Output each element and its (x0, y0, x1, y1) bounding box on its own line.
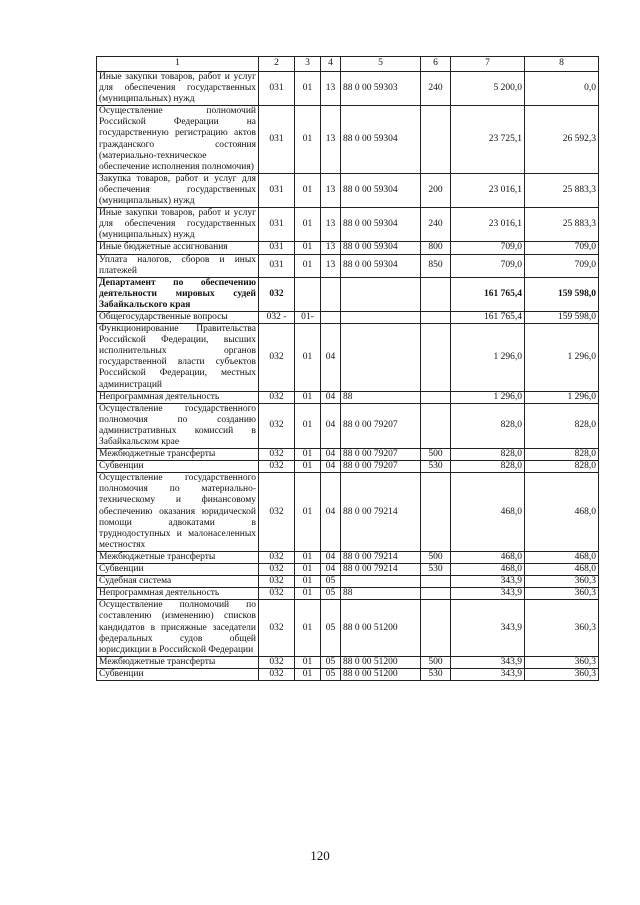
page-number: 120 (310, 848, 330, 863)
target-article-code: 88 0 00 79214 (341, 564, 421, 576)
expense-type-code: 240 (421, 72, 451, 106)
table-row (97, 461, 599, 473)
target-article-code: 88 0 00 79214 (341, 473, 421, 552)
row-name: Осуществление государственного полномочия по материально-техническому и финансовому обеспечению оказания юридической помощи адвокатами в труднодоступных и малонаселенных местностях (97, 473, 259, 552)
subsection-code: 13 (321, 72, 341, 106)
subsection-code: 05 (321, 656, 341, 668)
admin-code: 032 (259, 600, 295, 656)
expense-type-code: 500 (421, 656, 451, 668)
admin-code: 031 (259, 106, 295, 174)
expense-type-code: 530 (421, 564, 451, 576)
column-header: 4 (321, 57, 341, 72)
row-name: Межбюджетные трансферты (97, 656, 259, 668)
section-code: 01 (295, 254, 321, 277)
amount-year-2: 25 883,3 (525, 173, 599, 207)
section-code: 01 (295, 551, 321, 563)
target-article-code: 88 (341, 391, 421, 403)
amount-year-1: 468,0 (451, 473, 525, 552)
section-code: 01 (295, 403, 321, 448)
amount-year-1: 343,9 (451, 576, 525, 588)
table-row (97, 656, 599, 668)
subsection-code: 04 (321, 461, 341, 473)
admin-code: 032 (259, 576, 295, 588)
target-article-code: 88 (341, 588, 421, 600)
subsection-code: 13 (321, 242, 341, 254)
admin-code: 032 (259, 461, 295, 473)
subsection-code (321, 311, 341, 323)
expense-type-code: 500 (421, 449, 451, 461)
amount-year-1: 5 200,0 (451, 72, 525, 106)
row-name: Иные закупки товаров, работ и услуг для обеспечения государственных (муниципальных) нужд (97, 72, 259, 106)
row-name: Функционирование Правительства Российской Федерации, высших исполнительных органов государственной власти субъектов Российской Федерации, местных администраций (97, 324, 259, 392)
section-code: 01 (295, 600, 321, 656)
amount-year-1: 828,0 (451, 461, 525, 473)
subsection-code: 04 (321, 551, 341, 563)
column-header: 1 (97, 57, 259, 72)
target-article-code: 88 0 00 59303 (341, 72, 421, 106)
table-row (97, 551, 599, 563)
table-row (97, 242, 599, 254)
expense-type-code (421, 106, 451, 174)
target-article-code (341, 311, 421, 323)
target-article-code: 88 0 00 79207 (341, 403, 421, 448)
amount-year-2: 468,0 (525, 551, 599, 563)
expense-type-code (421, 576, 451, 588)
column-header: 7 (451, 57, 525, 72)
section-code: 01 (295, 72, 321, 106)
budget-table (96, 56, 599, 681)
amount-year-2: 828,0 (525, 461, 599, 473)
table-row (97, 600, 599, 656)
table-row (97, 208, 599, 242)
amount-year-1: 709,0 (451, 242, 525, 254)
target-article-code: 88 0 00 59304 (341, 208, 421, 242)
subsection-code: 04 (321, 564, 341, 576)
subsection-code: 04 (321, 473, 341, 552)
expense-type-code (421, 391, 451, 403)
section-code: 01 (295, 473, 321, 552)
expense-type-code (421, 600, 451, 656)
row-name: Субвенции (97, 461, 259, 473)
amount-year-2: 159 598,0 (525, 311, 599, 323)
amount-year-2: 360,3 (525, 588, 599, 600)
subsection-code: 04 (321, 324, 341, 392)
section-code: 01 (295, 173, 321, 207)
admin-code: 031 (259, 254, 295, 277)
amount-year-2: 468,0 (525, 473, 599, 552)
section-code: 01 (295, 208, 321, 242)
admin-code: 032 (259, 324, 295, 392)
target-article-code: 88 0 00 59304 (341, 242, 421, 254)
table-row (97, 72, 599, 106)
admin-code: 032 (259, 277, 295, 311)
amount-year-1: 343,9 (451, 668, 525, 680)
admin-code: 032 (259, 588, 295, 600)
amount-year-1: 343,9 (451, 656, 525, 668)
subsection-code: 04 (321, 391, 341, 403)
expense-type-code (421, 311, 451, 323)
amount-year-1: 23 725,1 (451, 106, 525, 174)
row-name: Судебная система (97, 576, 259, 588)
table-row (97, 403, 599, 448)
amount-year-1: 1 296,0 (451, 391, 525, 403)
amount-year-1: 23 016,1 (451, 173, 525, 207)
section-code: 01 (295, 391, 321, 403)
amount-year-1: 161 765,4 (451, 277, 525, 311)
column-header: 5 (341, 57, 421, 72)
section-code: 01 (295, 461, 321, 473)
amount-year-2: 360,3 (525, 600, 599, 656)
target-article-code: 88 0 00 79207 (341, 449, 421, 461)
amount-year-1: 23 016,1 (451, 208, 525, 242)
admin-code: 032 (259, 391, 295, 403)
subsection-code: 13 (321, 173, 341, 207)
table-row (97, 668, 599, 680)
subsection-code (321, 277, 341, 311)
target-article-code: 88 0 00 79207 (341, 461, 421, 473)
section-code: 01 (295, 668, 321, 680)
subsection-code: 05 (321, 600, 341, 656)
section-code: 01 (295, 576, 321, 588)
expense-type-code (421, 473, 451, 552)
table-row (97, 106, 599, 174)
table-row (97, 277, 599, 311)
table-row (97, 173, 599, 207)
target-article-code (341, 324, 421, 392)
column-header: 6 (421, 57, 451, 72)
expense-type-code (421, 277, 451, 311)
admin-code: 032 (259, 564, 295, 576)
amount-year-2: 360,3 (525, 656, 599, 668)
admin-code: 032 - (259, 311, 295, 323)
amount-year-2: 709,0 (525, 242, 599, 254)
admin-code: 032 (259, 403, 295, 448)
section-code: 01 (295, 449, 321, 461)
amount-year-2: 26 592,3 (525, 106, 599, 174)
subsection-code: 05 (321, 576, 341, 588)
section-code: 01 (295, 656, 321, 668)
amount-year-2: 159 598,0 (525, 277, 599, 311)
target-article-code: 88 0 00 59304 (341, 173, 421, 207)
target-article-code: 88 0 00 79214 (341, 551, 421, 563)
amount-year-1: 1 296,0 (451, 324, 525, 392)
row-name: Непрограммная деятельность (97, 391, 259, 403)
section-code: 01 (295, 564, 321, 576)
target-article-code (341, 576, 421, 588)
amount-year-2: 828,0 (525, 449, 599, 461)
row-name: Закупка товаров, работ и услуг для обеспечения государственных (муниципальных) нужд (97, 173, 259, 207)
target-article-code: 88 0 00 51200 (341, 668, 421, 680)
amount-year-1: 828,0 (451, 449, 525, 461)
amount-year-2: 25 883,3 (525, 208, 599, 242)
row-name: Иные бюджетные ассигнования (97, 242, 259, 254)
table-row (97, 473, 599, 552)
admin-code: 031 (259, 242, 295, 254)
section-code: 01 (295, 588, 321, 600)
amount-year-1: 468,0 (451, 551, 525, 563)
admin-code: 031 (259, 173, 295, 207)
amount-year-1: 343,9 (451, 588, 525, 600)
admin-code: 032 (259, 449, 295, 461)
expense-type-code: 200 (421, 173, 451, 207)
table-row (97, 391, 599, 403)
table-row (97, 588, 599, 600)
amount-year-2: 828,0 (525, 403, 599, 448)
section-code: 01 (295, 106, 321, 174)
expense-type-code (421, 324, 451, 392)
column-header: 3 (295, 57, 321, 72)
row-name: Иные закупки товаров, работ и услуг для обеспечения государственных (муниципальных) нужд (97, 208, 259, 242)
amount-year-2: 1 296,0 (525, 391, 599, 403)
target-article-code: 88 0 00 51200 (341, 656, 421, 668)
admin-code: 031 (259, 72, 295, 106)
subsection-code: 13 (321, 106, 341, 174)
target-article-code: 88 0 00 59304 (341, 254, 421, 277)
subsection-code: 04 (321, 449, 341, 461)
amount-year-2: 709,0 (525, 254, 599, 277)
row-name: Межбюджетные трансферты (97, 449, 259, 461)
expense-type-code (421, 588, 451, 600)
subsection-code: 05 (321, 588, 341, 600)
admin-code: 032 (259, 656, 295, 668)
amount-year-1: 468,0 (451, 564, 525, 576)
expense-type-code: 500 (421, 551, 451, 563)
column-header: 8 (525, 57, 599, 72)
admin-code: 032 (259, 551, 295, 563)
expense-type-code: 240 (421, 208, 451, 242)
table-row (97, 449, 599, 461)
row-name: Межбюджетные трансферты (97, 551, 259, 563)
table-row (97, 324, 599, 392)
expense-type-code: 800 (421, 242, 451, 254)
expense-type-code (421, 403, 451, 448)
amount-year-1: 161 765,4 (451, 311, 525, 323)
table-row (97, 311, 599, 323)
subsection-code: 13 (321, 254, 341, 277)
row-name: Осуществление полномочий по составлению (изменению) списков кандидатов в присяжные заседатели федеральных судов общей юрисдикции в Российской Федерации (97, 600, 259, 656)
table-row (97, 254, 599, 277)
expense-type-code: 530 (421, 461, 451, 473)
admin-code: 032 (259, 473, 295, 552)
amount-year-2: 0,0 (525, 72, 599, 106)
subsection-code: 05 (321, 668, 341, 680)
row-name: Уплата налогов, сборов и иных платежей (97, 254, 259, 277)
admin-code: 032 (259, 668, 295, 680)
row-name: Общегосударственные вопросы (97, 311, 259, 323)
section-code: 01 (295, 324, 321, 392)
amount-year-2: 468,0 (525, 564, 599, 576)
target-article-code: 88 0 00 59304 (341, 106, 421, 174)
row-name: Департамент по обеспечению деятельности мировых судей Забайкальского края (97, 277, 259, 311)
target-article-code (341, 277, 421, 311)
amount-year-2: 360,3 (525, 576, 599, 588)
admin-code: 031 (259, 208, 295, 242)
amount-year-1: 343,9 (451, 600, 525, 656)
row-name: Непрограммная деятельность (97, 588, 259, 600)
subsection-code: 04 (321, 403, 341, 448)
table-row (97, 564, 599, 576)
expense-type-code: 850 (421, 254, 451, 277)
table-body (97, 72, 599, 681)
row-name: Осуществление государственного полномочия по созданию административных комиссий в Забайкальском крае (97, 403, 259, 448)
expense-type-code: 530 (421, 668, 451, 680)
header-row (97, 57, 599, 72)
section-code (295, 277, 321, 311)
row-name: Субвенции (97, 564, 259, 576)
table-row (97, 576, 599, 588)
amount-year-2: 1 296,0 (525, 324, 599, 392)
amount-year-1: 709,0 (451, 254, 525, 277)
amount-year-2: 360,3 (525, 668, 599, 680)
section-code: 01- (295, 311, 321, 323)
row-name: Осуществление полномочий Российской Федерации на государственную регистрацию актов гражданского состояния (материально-техническое обеспечение исполнения полномочия) (97, 106, 259, 174)
target-article-code: 88 0 00 51200 (341, 600, 421, 656)
column-header: 2 (259, 57, 295, 72)
amount-year-1: 828,0 (451, 403, 525, 448)
row-name: Субвенции (97, 668, 259, 680)
section-code: 01 (295, 242, 321, 254)
subsection-code: 13 (321, 208, 341, 242)
